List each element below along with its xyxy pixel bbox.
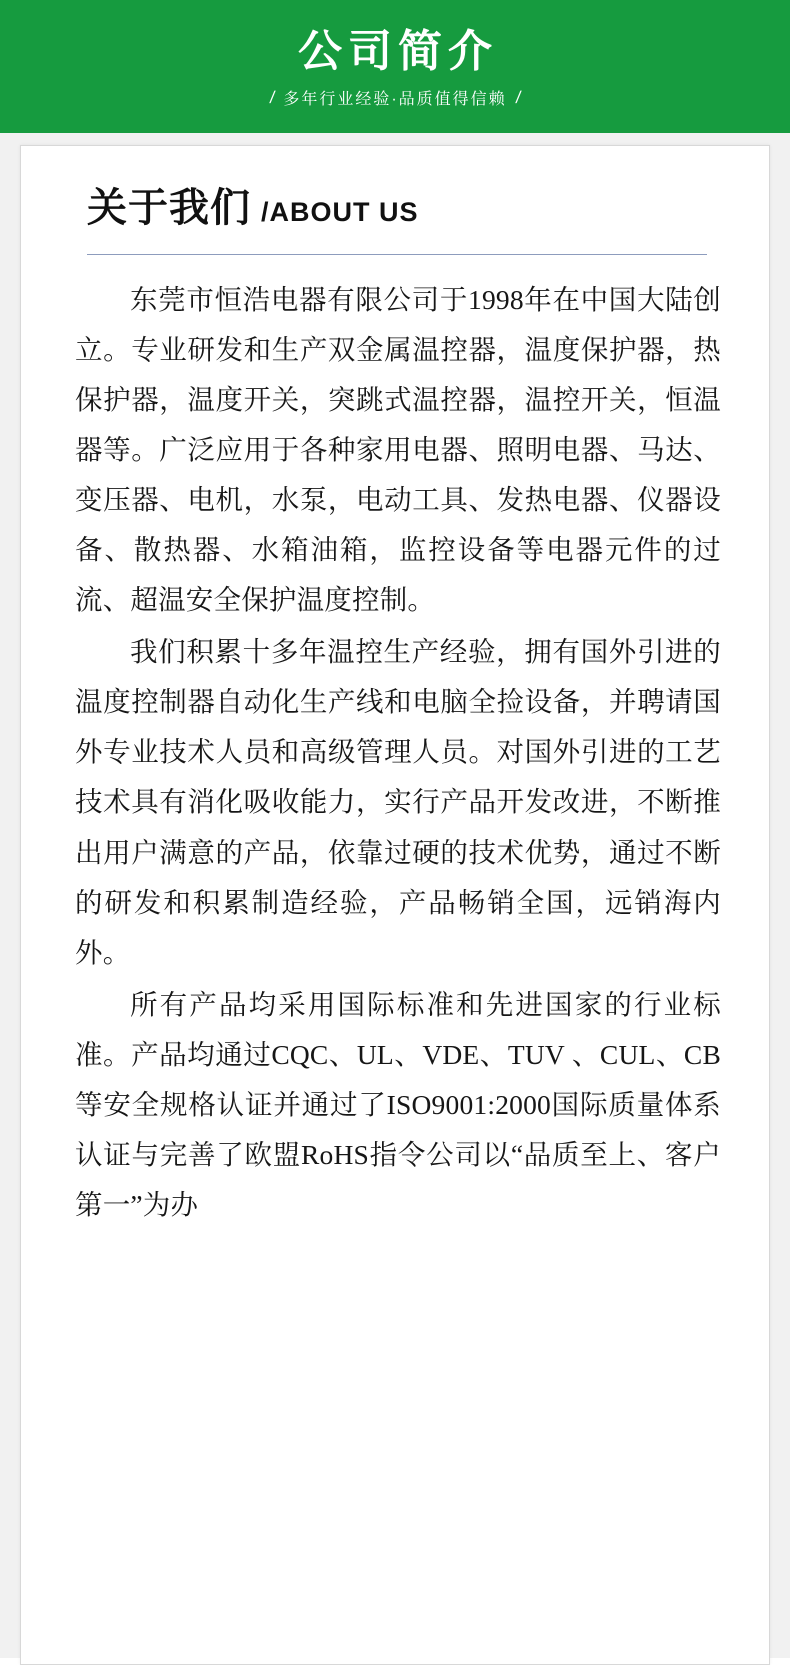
- banner-title: 公司简介: [298, 26, 498, 76]
- paragraph-3: 所有产品均采用国际标准和先进国家的行业标准。产品均通过CQC、UL、VDE、TUV 、CUL、CB等安全规格认证并通过了ISO9001:2000国际质量体系认证与完善了欧盟RoHS指令公司以“品质至上、客户第一”为办: [75, 988, 721, 1220]
- about-body: [63, 275, 727, 1230]
- banner-subtitle-row: [261, 86, 530, 109]
- slash-right-decoration: /: [514, 87, 522, 107]
- section-heading: [63, 188, 727, 228]
- content-section: [0, 133, 790, 1658]
- about-card: [20, 145, 770, 1665]
- paragraph-2: 我们积累十多年温控生产经验，拥有国外引进的温度控制器自动化生产线和电脑全捡设备，并聘请国外专业技术人员和高级管理人员。对国外引进的工艺技术具有消化吸收能力，实行产品开发改进，不断推出用户满意的产品，依靠过硬的技术优势，通过不断的研发和积累制造经验，产品畅销全国，远销海内外。: [75, 636, 721, 968]
- paragraph-1: 东莞市恒浩电器有限公司于1998年在中国大陆创立。专业研发和生产双金属温控器，温度保护器，热保护器，温度开关，突跳式温控器，温控开关，恒温器等。广泛应用于各种家用电器、照明电器、马达、变压器、电机，水泵，电动工具、发热电器、仪器设备、散热器、水箱油箱，监控设备等电器元件的过流、超温安全保护温度控制。: [75, 284, 721, 616]
- heading-english: /ABOUT US: [261, 197, 419, 227]
- page-banner: [0, 0, 790, 133]
- heading-chinese: 关于我们: [87, 186, 251, 230]
- heading-divider: [87, 254, 707, 255]
- slash-left-decoration: /: [268, 87, 276, 107]
- banner-subtitle: 多年行业经验·品质值得信赖: [283, 91, 507, 109]
